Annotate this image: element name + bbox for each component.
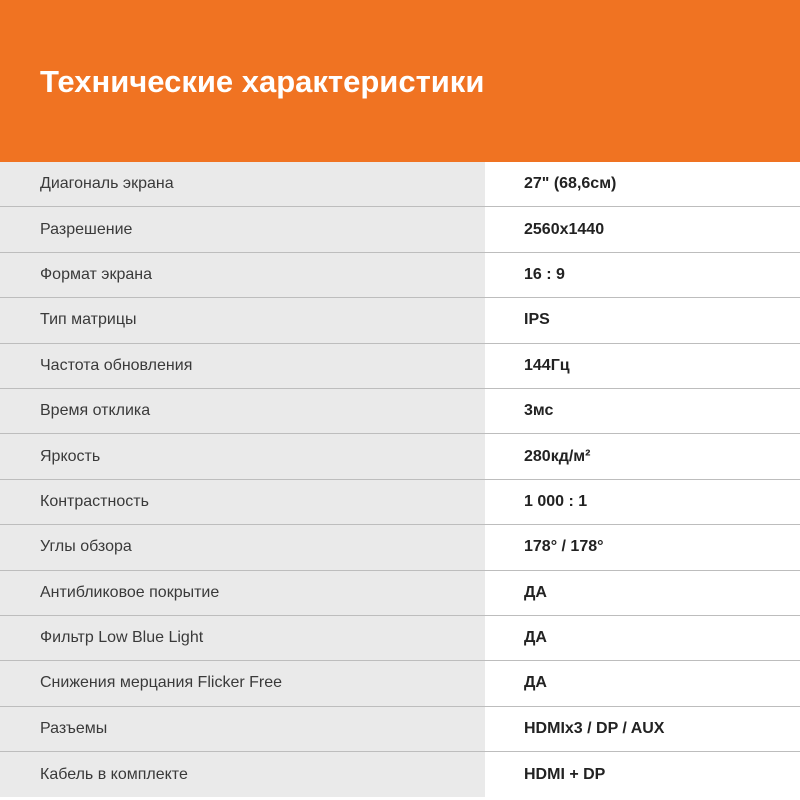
spec-row-viewing-angles [0,525,800,570]
spec-value: 280кд/м² [485,434,800,478]
spec-value: 178° / 178° [485,525,800,569]
spec-value: HDMI + DP [485,752,800,797]
spec-label: Яркость [0,434,485,478]
spec-label: Контрастность [0,480,485,524]
spec-label: Фильтр Low Blue Light [0,616,485,660]
spec-label: Антибликовое покрытие [0,571,485,615]
spec-value: 27" (68,6см) [485,162,800,206]
spec-label: Кабель в комплекте [0,752,485,797]
spec-row-brightness [0,434,800,479]
spec-row-response-time [0,389,800,434]
spec-row-screen-diagonal [0,162,800,207]
spec-label: Углы обзора [0,525,485,569]
spec-value: ДА [485,571,800,615]
spec-table [0,162,800,797]
spec-value: 16 : 9 [485,253,800,297]
spec-value: ДА [485,661,800,705]
spec-label: Снижения мерцания Flicker Free [0,661,485,705]
page-title: Технические характеристики [40,64,485,99]
header-banner [0,0,800,162]
spec-label: Частота обновления [0,344,485,388]
spec-row-included-cables [0,752,800,797]
spec-row-refresh-rate [0,344,800,389]
spec-label: Разъемы [0,707,485,751]
spec-row-low-blue-light [0,616,800,661]
spec-row-contrast [0,480,800,525]
spec-row-aspect-ratio [0,253,800,298]
spec-value: IPS [485,298,800,342]
spec-row-ports [0,707,800,752]
spec-row-flicker-free [0,661,800,706]
spec-value: 144Гц [485,344,800,388]
spec-label: Диагональ экрана [0,162,485,206]
spec-label: Тип матрицы [0,298,485,342]
spec-label: Разрешение [0,207,485,251]
spec-row-resolution [0,207,800,252]
spec-value: HDMIx3 / DP / AUX [485,707,800,751]
spec-value: 2560x1440 [485,207,800,251]
spec-label: Время отклика [0,389,485,433]
spec-value: 3мс [485,389,800,433]
spec-row-anti-glare [0,571,800,616]
spec-value: 1 000 : 1 [485,480,800,524]
spec-value: ДА [485,616,800,660]
spec-label: Формат экрана [0,253,485,297]
spec-row-matrix-type [0,298,800,343]
